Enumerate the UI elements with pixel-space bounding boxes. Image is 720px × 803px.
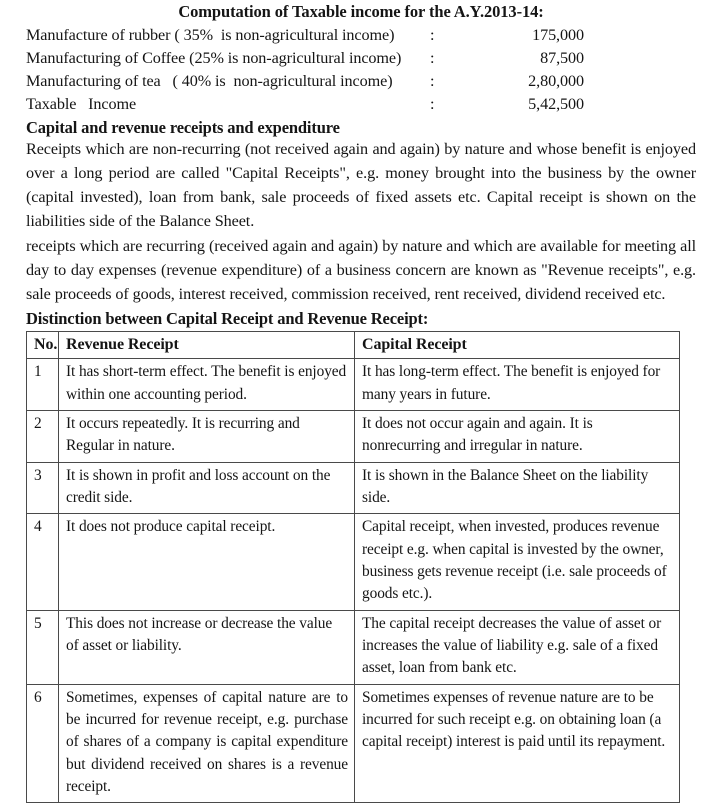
table-row	[27, 684, 680, 803]
revenue-receipt-cell: It has short-term effect. The benefit is enjoyed within one accounting period.	[59, 359, 355, 411]
computation-amount: 2,80,000	[528, 71, 584, 90]
computation-label: Manufacture of rubber ( 35% is non-agricultural income)	[26, 25, 395, 44]
page-title: Computation of Taxable income for the A.Y.2013-14:	[178, 2, 544, 21]
revenue-receipt-cell: This does not increase or decrease the value of asset or liability.	[59, 610, 355, 684]
column-header-revenue-receipt: Revenue Receipt	[59, 332, 355, 359]
row-number: 2	[27, 411, 59, 463]
table-row	[27, 462, 680, 514]
section-heading-distinction: Distinction between Capital Receipt and Revenue Receipt:	[26, 308, 429, 328]
document-page	[0, 2, 720, 795]
computation-label: Manufacturing of tea ( 40% is non-agricultural income)	[26, 71, 393, 90]
computation-row	[26, 24, 696, 47]
computation-amount: 5,42,500	[528, 94, 584, 113]
computation-colon: :	[430, 25, 435, 44]
capital-receipt-cell: It does not occur again and again. It is nonrecurring and irregular in nature.	[355, 411, 680, 463]
column-header-capital-receipt: Capital Receipt	[355, 332, 680, 359]
table-row	[27, 610, 680, 684]
computation-row	[26, 93, 696, 116]
paragraph-revenue-receipts: receipts which are recurring (received again and again) by nature and which are available for meeting all day to day expenses (revenue expenditure) of a business concern are known as "Revenue receipts", e.g. sale proceeds of goods, interest received, commission received, rent received, dividend received etc.	[26, 237, 696, 303]
row-number: 5	[27, 610, 59, 684]
table-row	[27, 514, 680, 610]
revenue-receipt-cell: It occurs repeatedly. It is recurring and Regular in nature.	[59, 411, 355, 463]
row-number: 3	[27, 462, 59, 514]
table-header-row	[27, 332, 680, 359]
computation-label: Manufacturing of Coffee (25% is non-agricultural income)	[26, 48, 402, 67]
column-header-no: No.	[27, 332, 59, 359]
capital-receipt-cell: It has long-term effect. The benefit is enjoyed for many years in future.	[355, 359, 680, 411]
computation-amount: 87,500	[540, 48, 584, 67]
computation-row	[26, 47, 696, 70]
table-row	[27, 359, 680, 411]
section-heading-capital-revenue: Capital and revenue receipts and expenditure	[26, 117, 340, 137]
computation-list	[26, 24, 696, 116]
revenue-receipt-cell: It is shown in profit and loss account on the credit side.	[59, 462, 355, 514]
computation-row	[26, 70, 696, 93]
computation-amount: 175,000	[532, 25, 584, 44]
capital-receipt-cell: The capital receipt decreases the value of asset or increases the value of liability e.g. sale of a fixed asset, loan from bank etc.	[355, 610, 680, 684]
capital-receipt-cell: It is shown in the Balance Sheet on the liability side.	[355, 462, 680, 514]
revenue-receipt-cell: It does not produce capital receipt.	[59, 514, 355, 610]
computation-colon: :	[430, 71, 435, 90]
capital-receipt-cell: Sometimes expenses of revenue nature are to be incurred for such receipt e.g. on obtaining loan (a capital receipt) interest is paid until its repayment.	[355, 684, 680, 803]
row-number: 1	[27, 359, 59, 411]
table-row	[27, 411, 680, 463]
row-number: 6	[27, 684, 59, 803]
computation-colon: :	[430, 48, 435, 67]
distinction-table	[26, 331, 680, 803]
paragraph-capital-receipts: Receipts which are non-recurring (not received again and again) by nature and whose benefit is enjoyed over a long period are called "Capital Receipts", e.g. money brought into the business by the owner (capital invested), loan from bank, sale proceeds of fixed assets etc. Capital receipt is shown on the liabilities side of the Balance Sheet.	[26, 140, 696, 230]
revenue-receipt-cell: Sometimes, expenses of capital nature are to be incurred for revenue receipt, e.g. purchase of shares of a company is capital expenditure but dividend received on shares is a revenue receipt.	[59, 684, 355, 803]
row-number: 4	[27, 514, 59, 610]
capital-receipt-cell: Capital receipt, when invested, produces revenue receipt e.g. when capital is invested by the owner, business gets revenue receipt (i.e. sale proceeds of goods etc.).	[355, 514, 680, 610]
computation-label: Taxable Income	[26, 94, 137, 113]
computation-colon: :	[430, 94, 435, 113]
